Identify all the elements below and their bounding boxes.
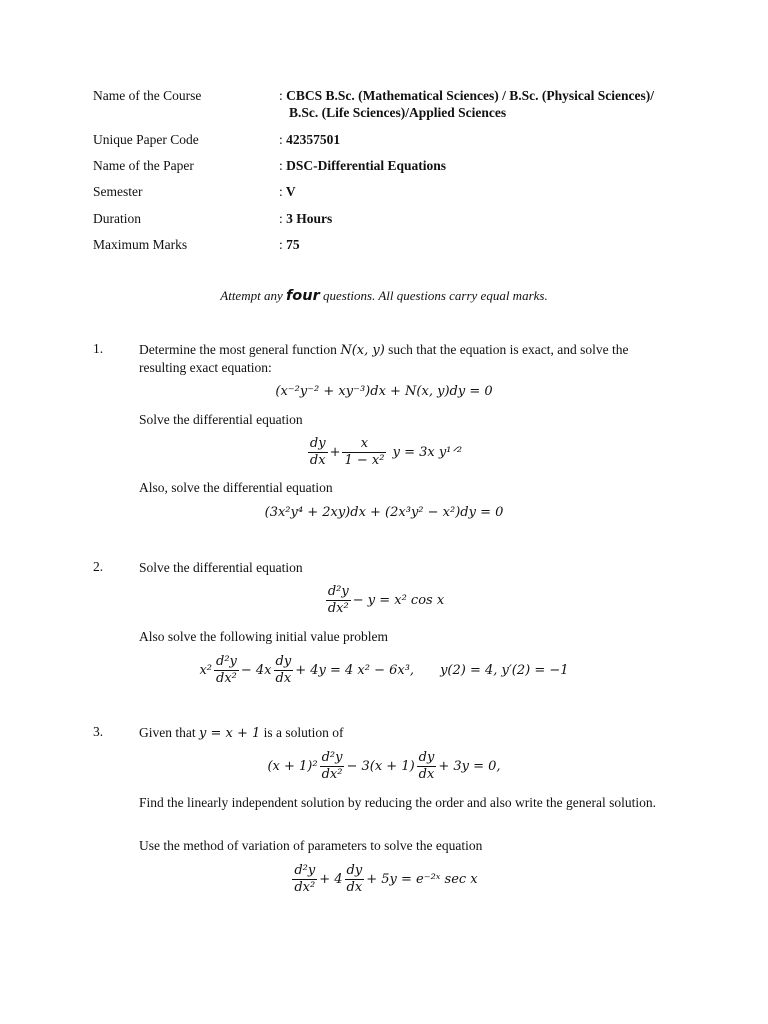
paper-code-label: Unique Paper Code <box>93 132 199 147</box>
question-2-equation-a: $\frac{\text{d²y}}{\text{dx²}}$ − y = x² cos x <box>327 584 445 616</box>
paper-name-label: Name of the Paper <box>93 158 194 173</box>
question-3-text-c: Use the method of variation of parameters to solve the equation <box>139 838 483 853</box>
paper-code-value: : 42357501 <box>279 132 341 147</box>
question-3-equation-c: $\frac{\text{d²y}}{\text{dx²}}$ + 4 $\frac{dy}{dx}$ + 5y = e⁻²ˣ sec x <box>294 863 478 895</box>
course-value: : CBCS B.Sc. (Mathematical Sciences) / B.Sc. (Physical Sciences)/ B.Sc. (Life Sciences)/Applied Sciences <box>279 87 699 121</box>
question-1-equation-a: (x⁻²y⁻² + xy⁻³)dx + N(x, y)dy = 0 <box>275 384 493 399</box>
question-1-text-b: Solve the differential equation <box>139 412 303 427</box>
instructions: Attempt any four questions. All questions carry equal marks. <box>220 288 548 304</box>
question-3-text-a: Given that y = x + 1 is a solution of <box>139 725 344 741</box>
question-3-equation-a: (x + 1)² $\frac{\text{d²y}}{\text{dx²}}$ − 3(x + 1) $\frac{dy}{dx}$ + 3y = 0, <box>267 750 501 782</box>
question-1-equation-b: $\frac{dy}{dx}$ + $\frac{x}{\text{1 − x²}}$ y = 3x y¹ᐟ² <box>309 436 463 468</box>
marks-value: : 75 <box>279 237 300 252</box>
question-3-text-b: Find the linearly independent solution by reducing the order and also write the general solution. <box>139 795 656 810</box>
course-label: Name of the Course <box>93 88 202 103</box>
marks-label: Maximum Marks <box>93 237 188 252</box>
question-2-initial-conditions: y(2) = 4, y′(2) = −1 <box>440 663 569 678</box>
question-3-number: 3. <box>93 724 104 739</box>
question-2-equation-b: x² $\frac{\text{d²y}}{\text{dx²}}$ − 4x $\frac{dy}{dx}$ + 4y = 4 x² − 6x³, y(2) = 4, y′(2) = −1 <box>199 654 569 686</box>
question-1-equation-c: (3x²y⁴ + 2xy)dx + (2x³y² − x²)dy = 0 <box>264 505 504 520</box>
question-2-text-a: Solve the differential equation <box>139 560 303 575</box>
question-1-text-a: Determine the most general function N(x, y) such that the equation is exact, and solve the resulting exact equation: <box>139 342 629 375</box>
question-2-text-b: Also solve the following initial value problem <box>139 629 388 644</box>
question-2-number: 2. <box>93 559 104 574</box>
course-value-cont: B.Sc. (Life Sciences)/Applied Sciences <box>289 105 507 120</box>
duration-value: : 3 Hours <box>279 211 333 226</box>
paper-name-value: : DSC-Differential Equations <box>279 158 447 173</box>
duration-label: Duration <box>93 211 141 226</box>
question-1-number: 1. <box>93 341 104 356</box>
semester-label: Semester <box>93 184 143 199</box>
question-1-text-c: Also, solve the differential equation <box>139 480 333 495</box>
instructions-emphasis: four <box>285 288 320 304</box>
semester-value: : V <box>279 184 296 199</box>
